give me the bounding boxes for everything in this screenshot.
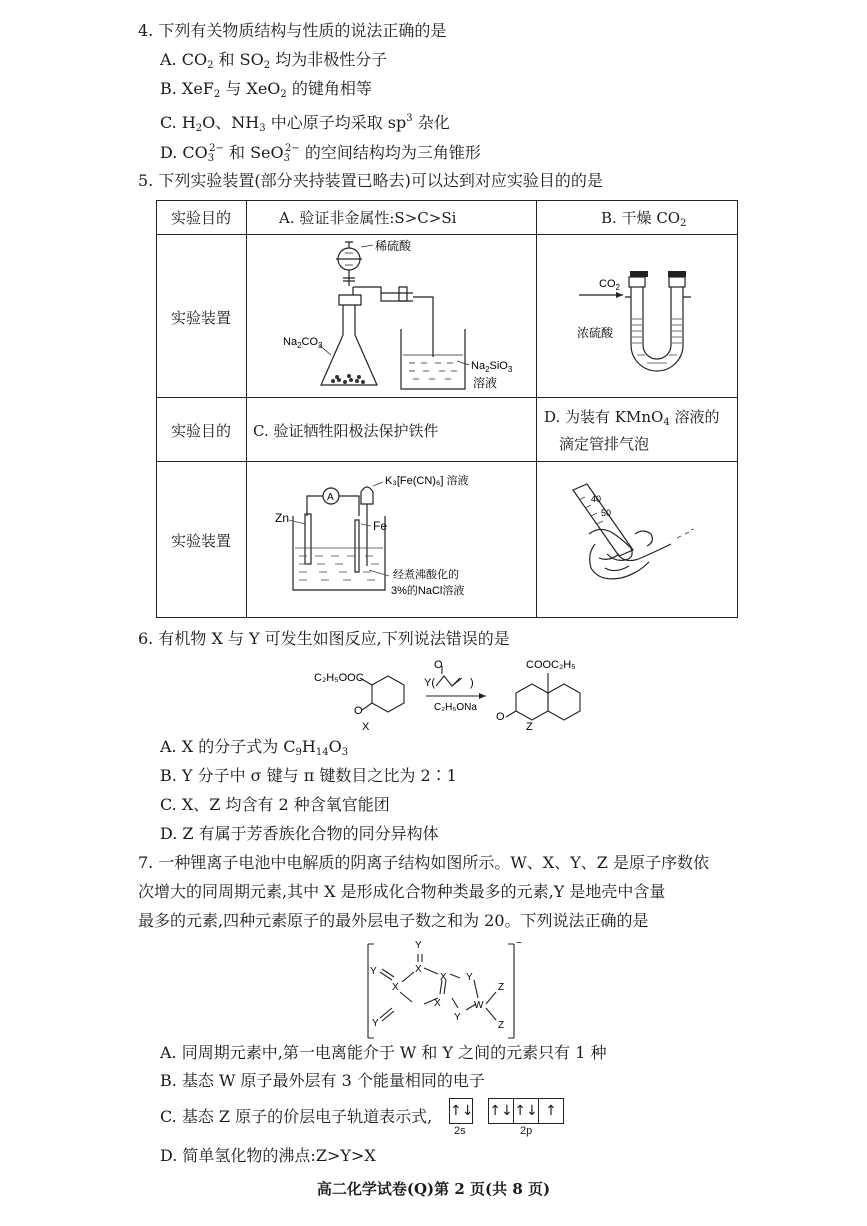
option-a-title: A. 验证非金属性:S>C>Si (279, 209, 457, 227)
compound-x-label: X (362, 721, 370, 732)
q6-option-b: B. Y 分子中 σ 键与 π 键数目之比为 2∶1 (160, 766, 457, 785)
atom-y: Y (454, 1012, 461, 1023)
label-na2sio3: $Na_2SiO_3$ (471, 360, 513, 374)
option-b-title: B. 干燥 $CO_2$ (601, 209, 687, 229)
label-dilute-sulfuric-acid: 稀硫酸 (375, 239, 412, 253)
apparatus-b-figure (539, 237, 735, 395)
y-carbonyl-o: O (434, 659, 443, 671)
atom-y: Y (466, 972, 473, 983)
q6-stem: 6. 有机物 X 与 Y 可发生如图反应,下列说法错误的是 (138, 629, 510, 648)
q6-option-d: D. Z 有属于芳香族化合物的同分异构体 (160, 824, 439, 843)
orbital-2p-box: ↑↓ (514, 1099, 539, 1123)
z-ester-label: COOC₂H₅ (526, 659, 576, 671)
row-label-setup: 实验装置 (171, 309, 232, 327)
q7-option-c: C. 基态 Z 原子的价层电子轨道表示式, (160, 1107, 433, 1126)
table-divider (157, 397, 737, 398)
q6-reaction-scheme (310, 652, 600, 732)
q4-option-d: D. $CO_3^{2-}$ 和 SeO$_3^{2-}$ 的空间结构均为三角锥形 (160, 143, 481, 164)
q4-option-a: A. $CO_2$ 和 $SO_2$ 均为非极性分子 (160, 50, 388, 71)
label-zn: Zn (275, 511, 290, 525)
q5-table (156, 200, 738, 618)
table-divider (536, 201, 537, 617)
atom-y: Y (372, 1018, 379, 1029)
table-divider (157, 461, 737, 462)
label-solution-2: 3%的NaCl溶液 (391, 585, 465, 597)
row-label-purpose: 实验目的 (171, 422, 232, 440)
atom-y: Y (370, 966, 377, 977)
atom-x: X (415, 964, 422, 975)
atom-w: W (474, 1000, 484, 1011)
z-carbonyl-o: O (496, 711, 505, 723)
label-conc-sulfuric-acid: 浓硫酸 (577, 326, 614, 340)
atom-x: X (440, 972, 447, 983)
q6-option-a: A. X 的分子式为 $C_9H_{14}O_3$ (160, 737, 349, 758)
option-d-title: D. 为装有 KMnO$_4$ 溶液的 (544, 408, 720, 428)
atom-z: Z (498, 982, 505, 993)
q7-option-d: D. 简单氢化物的沸点:Z>Y>X (160, 1146, 376, 1165)
q7-option-b: B. 基态 W 原子最外层有 3 个能量相同的电子 (160, 1071, 485, 1090)
atom-z: Z (498, 1020, 505, 1031)
orbital-2s-label: 2s (454, 1125, 466, 1137)
label-solution-1: 经煮沸酸化的 (393, 569, 459, 581)
table-divider (157, 234, 737, 235)
q4-stem: 4. 下列有关物质结构与性质的说法正确的是 (138, 21, 447, 40)
compound-y-label: Y( (424, 677, 435, 689)
q7-stem-line-2: 次增大的同周期元素,其中 X 是形成化合物种类最多的元素,Y 是地壳中含量 (138, 882, 666, 901)
label-fe: Fe (373, 519, 388, 533)
atom-y: Y (415, 940, 422, 951)
label-solution: 溶液 (473, 376, 498, 390)
ammeter-icon: A (327, 492, 334, 503)
reagent-label: C₂H₅ONa (434, 702, 477, 713)
label-burette-mark-40: 40 (591, 494, 602, 504)
label-burette-mark-50: 50 (601, 508, 612, 518)
q5-stem: 5. 下列实验装置(部分夹持装置已略去)可以达到对应实验目的的是 (138, 171, 603, 190)
orbital-2s-box: ↑↓ (449, 1098, 473, 1124)
option-d-title-2: 滴定管排气泡 (559, 435, 650, 453)
q7-stem-line-3: 最多的元素,四种元素原子的最外层电子数之和为 20。下列说法正确的是 (138, 911, 649, 930)
apparatus-a-figure (249, 237, 533, 395)
label-co2-inlet: $CO_2$ (599, 278, 620, 292)
row-label-purpose: 实验目的 (171, 209, 232, 227)
q7-stem-line-1: 7. 一种锂离子电池中电解质的阴离子结构如图所示。W、X、Y、Z 是原子序数依 (138, 853, 709, 872)
apparatus-d-figure (539, 464, 735, 616)
apparatus-c-figure (249, 464, 533, 616)
table-divider (246, 201, 247, 617)
orbital-2p-boxes (488, 1098, 564, 1124)
compound-y-bracket: ) (470, 677, 474, 689)
page-footer: 高二化学试卷(Q)第 2 页(共 8 页) (316, 1180, 551, 1198)
q7-option-a: A. 同周期元素中,第一电离能介于 W 和 Y 之间的元素只有 1 种 (160, 1043, 607, 1062)
label-reagent: K₃[Fe(CN)₆] 溶液 (385, 475, 469, 487)
q7-anion-structure (362, 936, 522, 1040)
compound-z-label: Z (526, 721, 533, 732)
q4-option-b: B. XeF$_2$ 与 XeO$_2$ 的键角相等 (160, 79, 372, 100)
q6-option-c: C. X、Z 均含有 2 种含氧官能团 (160, 795, 390, 814)
orbital-2p-box: ↑↓ (489, 1099, 514, 1123)
anion-charge: − (516, 938, 522, 949)
orbital-2p-label: 2p (520, 1125, 533, 1137)
row-label-setup: 实验装置 (171, 532, 232, 550)
option-c-title: C. 验证牺牲阳极法保护铁件 (253, 422, 439, 440)
atom-x: X (434, 998, 441, 1009)
q4-option-c: C. $H_2O$、$NH_3$ 中心原子均采取 $sp^3$ 杂化 (160, 113, 450, 134)
atom-x: X (392, 982, 399, 993)
x-ester-label: C₂H₅OOC (314, 672, 364, 684)
label-na2co3: $Na_2CO_3$ (283, 336, 323, 350)
orbital-2p-box: ↑ (545, 1103, 557, 1119)
x-carbonyl-o: O (354, 705, 363, 717)
